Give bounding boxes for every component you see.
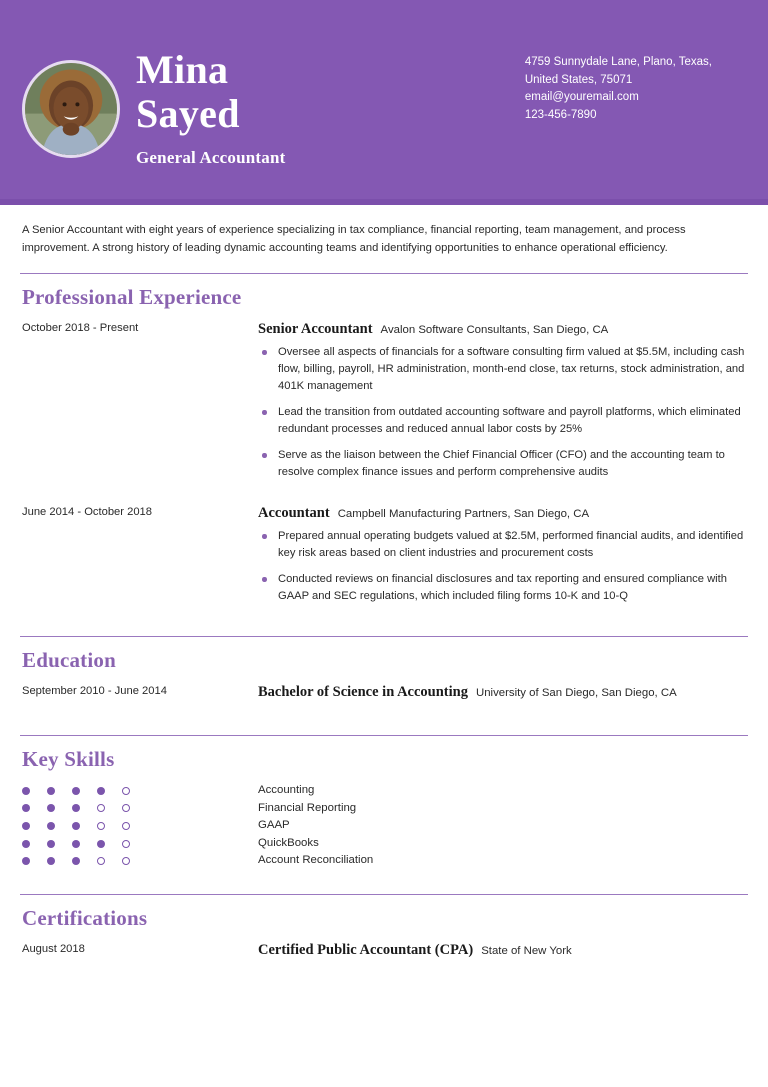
rating-dot-filled — [97, 840, 105, 848]
rating-dot-empty — [122, 840, 130, 848]
certification-entry-head — [258, 941, 748, 960]
header-bottom-stripe — [0, 199, 768, 205]
certification-entry-content — [258, 941, 748, 965]
skill-rating-row — [22, 800, 258, 818]
certification-entry-dates: August 2018 — [22, 942, 85, 955]
list-item: Lead the transition from outdated accounting software and payroll platforms, which eliminated redundant processes and reduced annual labor costs by 25% — [258, 404, 748, 438]
list-item: Prepared annual operating budgets valued at $2.5M, performed financial audits, and identified key risk areas based on client industries and procurement costs — [258, 528, 748, 562]
divider-above-key-skills — [20, 735, 748, 736]
avatar — [22, 60, 120, 158]
section-title-education: Education — [22, 648, 116, 672]
education-entry-content — [258, 683, 748, 707]
skill-label: QuickBooks — [258, 836, 319, 849]
name-line-last: Sayed — [136, 91, 240, 136]
summary-section — [20, 205, 748, 265]
rating-dot-filled — [97, 787, 105, 795]
education-entry-org: University of San Diego, San Diego, CA — [475, 687, 677, 699]
rating-dot-empty — [97, 804, 105, 812]
section-title-experience: Professional Experience — [22, 285, 242, 309]
skill-rating-row — [22, 782, 258, 800]
list-item: Oversee all aspects of financials for a software consulting firm valued at $5.5M, including cash flow, billing, payroll, HR administration, month-end close, tax returns, stock administration, and 401K management — [258, 344, 748, 395]
experience-entry-content — [258, 320, 748, 490]
resume-header — [0, 0, 768, 205]
contact-address-line2: United States, 75071 — [524, 73, 633, 86]
certification-entry-name: Certified Public Accountant (CPA) — [258, 941, 474, 958]
rating-dot-empty — [122, 822, 130, 830]
divider-above-education — [20, 636, 748, 637]
certification-entry — [20, 941, 748, 965]
skill-label: Financial Reporting — [258, 801, 357, 814]
experience-entry — [20, 320, 748, 490]
section-title-key-skills: Key Skills — [22, 747, 115, 771]
experience-entry-org: Avalon Software Consultants, San Diego, CA — [380, 324, 609, 336]
education-entry — [20, 683, 748, 707]
key-skills-block — [20, 782, 748, 870]
rating-dot-filled — [22, 857, 30, 865]
rating-dot-filled — [47, 804, 55, 812]
spacer — [20, 711, 748, 727]
rating-dot-filled — [72, 857, 80, 865]
contact-address-line1: 4759 Sunnydale Lane, Plano, Texas, — [524, 56, 712, 68]
skill-label: Account Reconciliation — [258, 854, 374, 867]
contact-email[interactable]: email@youremail.com — [524, 91, 639, 103]
education-entry-degree: Bachelor of Science in Accounting — [258, 684, 468, 700]
experience-entry-head — [258, 320, 748, 339]
rating-dot-empty — [97, 857, 105, 865]
rating-dot-filled — [72, 822, 80, 830]
list-item: Serve as the liaison between the Chief Financial Officer (CFO) and the accounting team to resolve complex finance issues and perform comprehensive audits — [258, 447, 748, 481]
section-title-certifications: Certifications — [22, 905, 148, 930]
rating-dot-filled — [22, 787, 30, 795]
experience-entry — [20, 504, 748, 614]
experience-entry-bullets — [258, 528, 748, 605]
key-skills-labels — [258, 782, 748, 870]
skill-rating-row — [22, 817, 258, 835]
rating-dot-filled — [22, 840, 30, 848]
rating-dot-filled — [72, 840, 80, 848]
resume-body — [0, 205, 768, 965]
rating-dot-empty — [97, 822, 105, 830]
contact-block — [525, 54, 712, 124]
avatar-portrait-icon — [25, 63, 117, 155]
name-line-first: Mina — [136, 47, 229, 92]
divider-above-certifications — [20, 894, 748, 895]
divider-above-experience — [20, 273, 748, 274]
skill-label: GAAP — [258, 819, 290, 832]
contact-phone[interactable]: 123-456-7890 — [524, 108, 597, 121]
summary-text: A Senior Accountant with eight years of experience specializing in tax compliance, financial reporting, team management, and process improvement. A strong history of leading dynamic accounting teams and identifying opportunities to enhance operational efficiency. — [22, 224, 686, 254]
experience-entry-org: Campbell Manufacturing Partners, San Diego, CA — [337, 508, 590, 520]
experience-entry-head — [258, 504, 748, 523]
spacer — [20, 494, 748, 504]
experience-entry-role: Accountant — [258, 505, 330, 521]
identity-block — [136, 48, 286, 168]
spacer — [20, 870, 748, 886]
rating-dot-filled — [47, 787, 55, 795]
skill-label: Accounting — [258, 784, 315, 796]
certification-entry-org: State of New York — [481, 944, 572, 957]
rating-dot-filled — [47, 822, 55, 830]
education-entry-dates: September 2010 - June 2014 — [22, 685, 167, 697]
skill-rating-row — [22, 835, 258, 853]
experience-entry-dates: October 2018 - Present — [22, 322, 139, 334]
experience-entry-bullets — [258, 344, 748, 481]
skill-rating-row — [22, 852, 258, 870]
education-entry-head — [258, 683, 748, 702]
rating-dot-filled — [22, 804, 30, 812]
rating-dot-empty — [122, 804, 130, 812]
rating-dot-filled — [22, 822, 30, 830]
list-item: Conducted reviews on financial disclosures and tax reporting and ensured compliance with GAAP and SEC regulations, which included filing forms 10-K and 10-Q — [258, 571, 748, 605]
key-skills-ratings — [20, 782, 258, 870]
spacer — [20, 618, 748, 628]
experience-entry-content — [258, 504, 748, 614]
job-title: General Accountant — [136, 148, 286, 167]
rating-dot-filled — [47, 840, 55, 848]
experience-entry-dates: June 2014 - October 2018 — [22, 506, 152, 518]
experience-entry-role: Senior Accountant — [258, 321, 373, 337]
rating-dot-filled — [72, 804, 80, 812]
rating-dot-filled — [72, 787, 80, 795]
rating-dot-filled — [47, 857, 55, 865]
rating-dot-empty — [122, 787, 130, 795]
rating-dot-empty — [122, 857, 130, 865]
